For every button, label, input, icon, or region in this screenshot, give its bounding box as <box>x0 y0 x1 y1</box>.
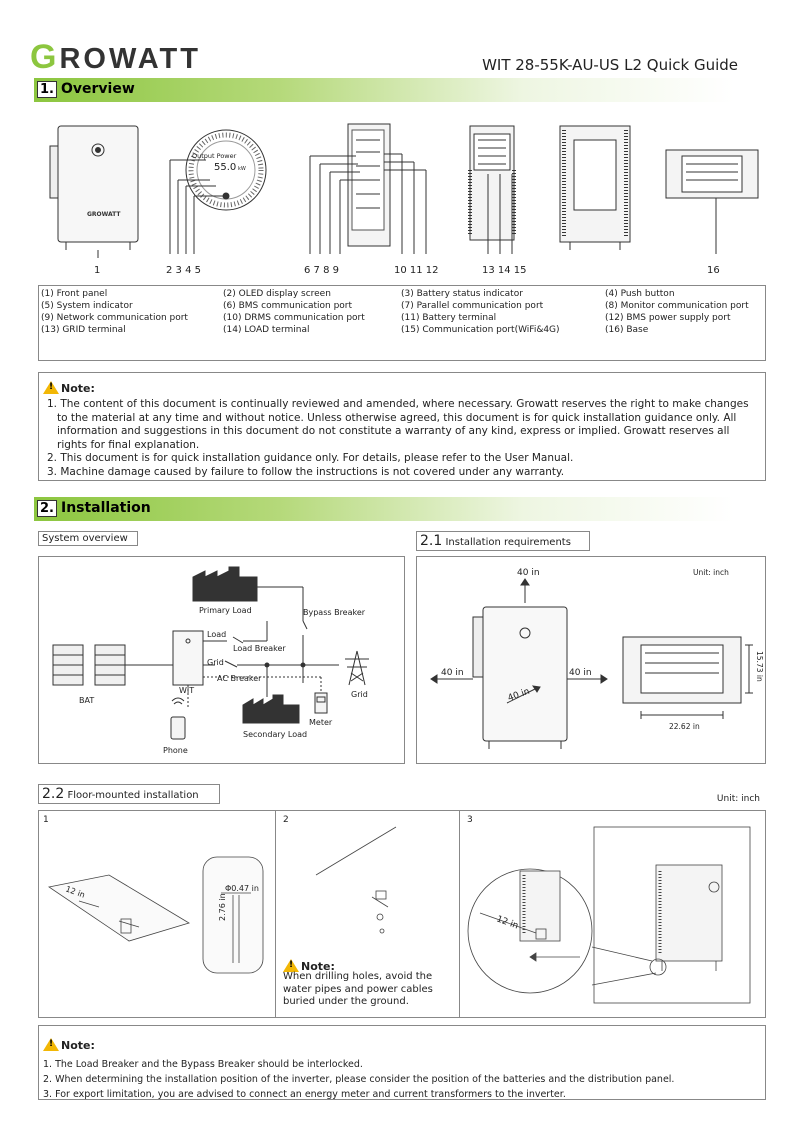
legend-item: (15) Communication port(WiFi&4G) <box>401 325 560 335</box>
section-title: Installation <box>60 500 151 516</box>
note-title: Note: <box>61 1039 95 1052</box>
label-phone: Phone <box>163 746 188 755</box>
label-bat: BAT <box>79 696 95 705</box>
label-meter: Meter <box>309 718 333 727</box>
legend-item: (4) Push button <box>605 289 675 299</box>
zoom-detail-illustration <box>468 869 592 993</box>
label-wit: WIT <box>179 686 195 695</box>
battery-icon <box>53 645 125 685</box>
overview-note-box <box>38 372 766 481</box>
front-panel-illustration <box>50 126 138 258</box>
callout-16: 16 <box>707 265 720 276</box>
legend-item: (10) DRMS communication port <box>223 313 365 323</box>
width-dimension: 22.62 in <box>669 722 700 731</box>
system-overview-title: System overview <box>38 531 138 546</box>
oled-display-illustration <box>170 130 266 254</box>
inverter-icon <box>173 631 203 685</box>
rear-view-illustration <box>560 126 630 250</box>
legend-item: (3) Battery status indicator <box>401 289 523 299</box>
step-2-number: 2 <box>283 815 289 825</box>
legend-item: (12) BMS power supply port <box>605 313 731 323</box>
installation-notes <box>43 1057 765 1102</box>
legend-item: (1) Front panel <box>41 289 108 299</box>
step-3-number: 3 <box>467 815 473 825</box>
primary-load-factory-icon <box>193 567 257 601</box>
label-secondary-load: Secondary Load <box>243 730 308 739</box>
base-top-illustration <box>623 637 741 703</box>
section-overview-header <box>34 78 734 102</box>
callout-13-15: 13 14 15 <box>482 265 527 276</box>
note-item: 1. The Load Breaker and the Bypass Breaker should be interlocked. <box>43 1059 363 1070</box>
overview-illustrations <box>30 110 770 282</box>
dim-12-in-wall: 12 in <box>494 914 520 932</box>
legend-item: (11) Battery terminal <box>401 313 497 323</box>
legend-row <box>41 312 761 324</box>
anchor-bolt-illustration <box>316 827 396 933</box>
legend-item: (6) BMS communication port <box>223 301 353 311</box>
inverter-front-illustration <box>473 607 567 749</box>
clearance-left: 40 in <box>441 668 464 678</box>
floor-installation-title: 2.2 Floor-mounted installation <box>38 784 220 804</box>
warning-icon <box>43 381 59 394</box>
component-legend <box>38 285 766 361</box>
display-label: Output Power <box>192 152 237 160</box>
drilling-note: When drilling holes, avoid the water pipes and power cables buried under the ground. <box>283 971 433 1007</box>
dim-hole-diameter: Φ0.47 in <box>225 884 259 893</box>
legend-item: (16) Base <box>605 325 649 335</box>
growatt-logo: GROWATT <box>30 38 201 76</box>
legend-item: (14) LOAD terminal <box>223 325 310 335</box>
callout-2-5: 2 3 4 5 <box>166 265 201 276</box>
note-item: 3. For export limitation, you are advised to connect an energy meter and current transformers to the inverter. <box>43 1089 566 1100</box>
port-side-illustration <box>310 124 426 254</box>
grid-tower-icon <box>345 651 369 685</box>
legend-item: (7) Parallel communication port <box>401 301 544 311</box>
label-bypass-breaker: Bypass Breaker <box>303 608 366 617</box>
legend-item: (9) Network communication port <box>41 313 188 323</box>
legend-row <box>41 288 761 300</box>
label-primary-load: Primary Load <box>199 606 252 615</box>
installation-requirements-diagram <box>416 556 766 764</box>
svg-text:GROWATT: GROWATT <box>87 211 121 218</box>
drill-hole-illustration <box>203 857 263 973</box>
legend-item: (2) OLED display screen <box>223 289 331 299</box>
legend-item: (5) System indicator <box>41 301 133 311</box>
label-load-breaker: Load Breaker <box>233 644 286 653</box>
label-load: Load <box>207 630 227 639</box>
note-item: 1. The content of this document is continually reviewed and amended, where necessary. Growatt reserves the right to make changes to the material at any time and without notice. Unless otherwise agreed, this document is for quick installation guidance only. All information and suggestions in this document do not constitute a warranty of any kind, express or implied. Growatt reserves all rights for final explanation. <box>47 398 749 451</box>
clearance-right: 40 in <box>569 668 592 678</box>
phone-icon <box>171 717 185 739</box>
base-illustration <box>666 150 758 254</box>
display-value: 55.0 <box>214 162 237 173</box>
dim-hole-depth: 2.76 in <box>218 893 227 921</box>
floor-installation-steps: 1 2 3 12 in Φ0.47 in 2.76 in !Note: When drilling holes, avoid the water pipes and power cables buried under the ground. 12 in <box>38 810 766 1018</box>
legend-item: (8) Monitor communication port <box>605 301 749 311</box>
meter-icon <box>315 693 327 713</box>
note-item: 2. When determining the installation position of the inverter, please consider the position of the batteries and the distribution panel. <box>43 1074 675 1085</box>
label-ac-breaker: AC Breaker <box>217 674 262 683</box>
dim-12-in: 12 in <box>64 884 87 900</box>
section-number: 2. <box>37 500 57 517</box>
callout-10-12: 10 11 12 <box>394 265 439 276</box>
callout-1: 1 <box>94 265 101 276</box>
warning-icon <box>43 1038 59 1051</box>
clearance-top: 40 in <box>517 568 540 578</box>
unit-label: Unit: inch <box>693 568 729 577</box>
wifi-icon <box>172 698 184 704</box>
note-title: Note: <box>61 382 95 395</box>
installation-requirements-title: 2.1 Installation requirements <box>416 531 590 551</box>
step-1-number: 1 <box>43 815 49 825</box>
label-grid-tower: Grid <box>351 690 368 699</box>
legend-row <box>41 300 761 312</box>
label-grid: Grid <box>207 658 224 667</box>
secondary-load-factory-icon <box>243 695 299 723</box>
section-number: 1. <box>37 81 57 98</box>
note-item: 3. Machine damage caused by failure to follow the instructions is not covered under any warranty. <box>47 465 565 478</box>
legend-item: (13) GRID terminal <box>41 325 126 335</box>
legend-row <box>41 324 761 336</box>
display-unit: kW <box>238 166 246 172</box>
note-item: 2. This document is for quick installation guidance only. For details, please refer to the User Manual. <box>47 452 574 464</box>
document-title: WIT 28-55K-AU-US L2 Quick Guide <box>482 56 738 74</box>
terminal-side-illustration <box>470 126 514 254</box>
section-title: Overview <box>60 81 135 97</box>
overview-notes <box>43 398 755 479</box>
inverter-fixing-illustration <box>594 827 750 1003</box>
depth-dimension: 15.73 in <box>755 651 764 682</box>
clearance-front: 40 in <box>506 686 532 704</box>
section-installation-header <box>34 497 734 521</box>
callout-6-9: 6 7 8 9 <box>304 265 339 276</box>
installation-note-box <box>38 1025 766 1100</box>
floor-unit-label: Unit: inch <box>716 794 760 804</box>
system-overview-diagram <box>38 556 405 764</box>
